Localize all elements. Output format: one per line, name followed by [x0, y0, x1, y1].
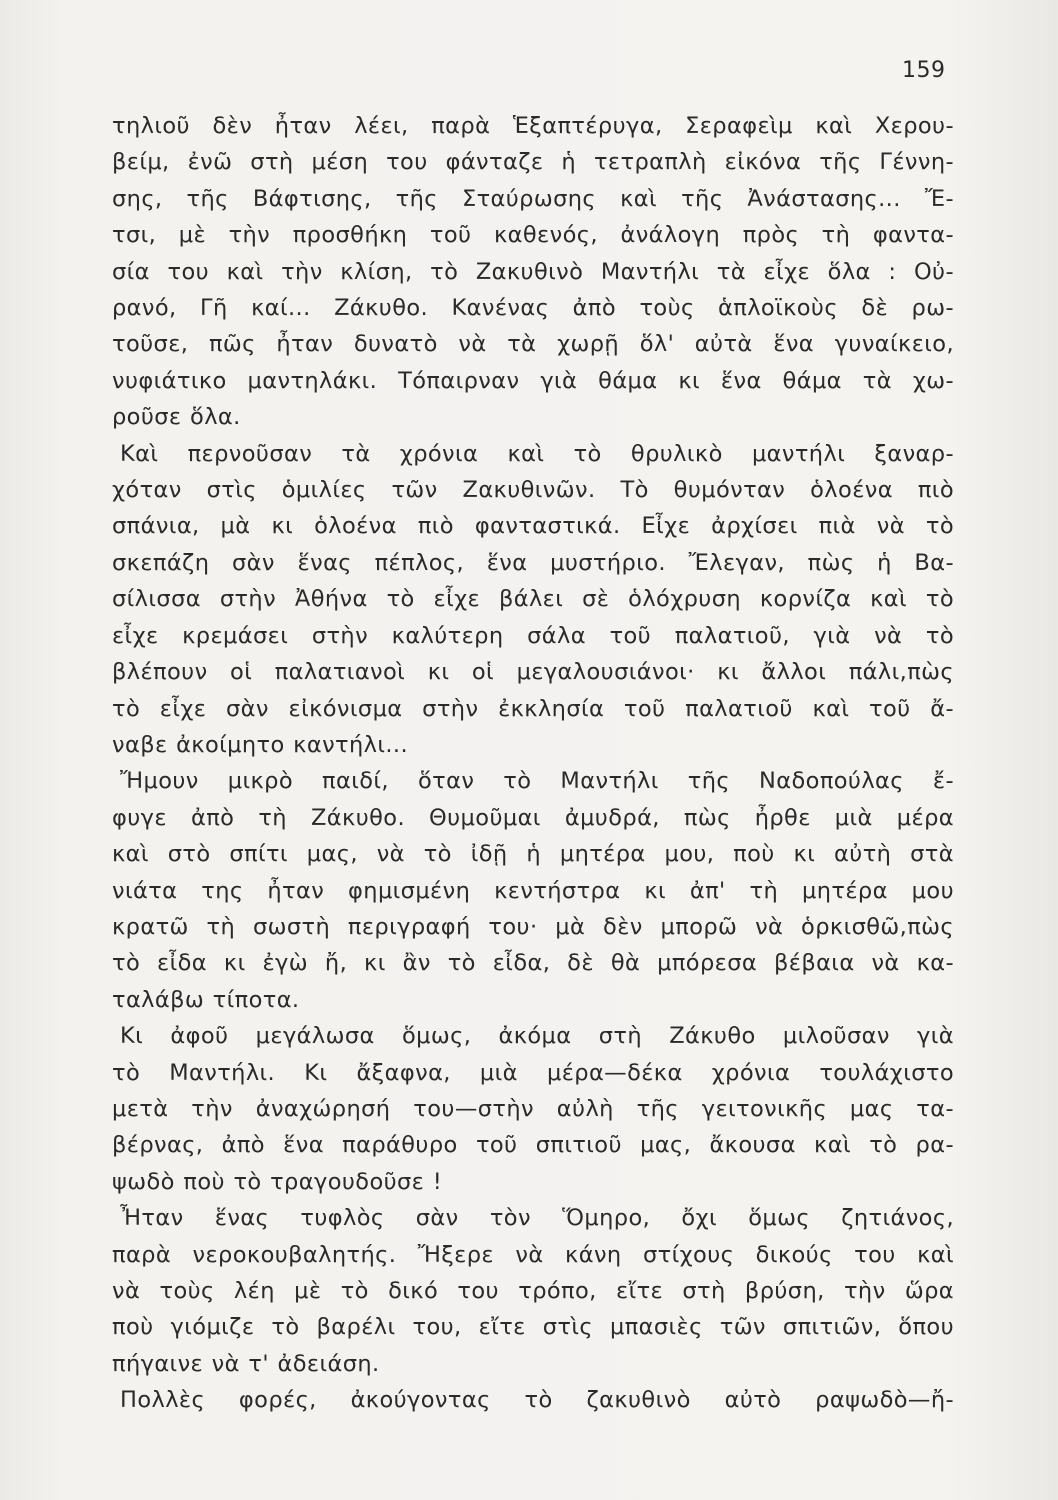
- text-line: τσι, μὲ τὴν προσθήκη τοῦ καθενός, ἀνάλογη πρὸς τὴ φαντα-: [112, 222, 954, 249]
- text-line: χόταν στὶς ὁμιλίες τῶν Ζακυθινῶν. Τὸ θυμόνταν ὁλοένα πιὸ: [112, 477, 954, 504]
- text-line: Ἤμουν μικρὸ παιδί, ὅταν τὸ Μαντήλι τῆς Ναδοπούλας ἔ-: [120, 768, 954, 795]
- text-line: σία του καὶ τὴν κλίση, τὸ Ζακυθινὸ Μαντήλι τὰ εἶχε ὅλα : Οὐ-: [112, 258, 954, 285]
- text-line: Πολλὲς φορές, ἀκούγοντας τὸ ζακυθινὸ αὐτὸ ραψωδὸ—ἤ-: [120, 1387, 954, 1414]
- text-line: ψωδὸ ποὺ τὸ τραγουδοῦσε !: [112, 1168, 443, 1195]
- text-line: σπάνια, μὰ κι ὁλοένα πιὸ φανταστικά. Εἶχε ἀρχίσει πιὰ νὰ τὸ: [112, 513, 954, 540]
- body-text: [112, 108, 954, 1419]
- text-line: ναβε ἀκοίμητο καντήλι...: [112, 731, 409, 758]
- text-line: τὸ Μαντήλι. Κι ἄξαφνα, μιὰ μέρα—δέκα χρόνια τουλάχιστο: [112, 1059, 954, 1086]
- text-line: βείμ, ἐνῶ στὴ μέση του φάνταζε ἡ τετραπλὴ εἰκόνα τῆς Γέννη-: [112, 149, 954, 176]
- text-line: σκεπάζη σὰν ἕνας πέπλος, ἕνα μυστήριο. Ἔλεγαν, πὼς ἡ Βα-: [112, 549, 954, 576]
- text-line: τηλιοῦ δὲν ἦταν λέει, παρὰ Ἑξαπτέρυγα, Σεραφεὶμ καὶ Χερου-: [112, 113, 954, 139]
- text-line: καὶ στὸ σπίτι μας, νὰ τὸ ἰδῇ ἡ μητέρα μου, ποὺ κι αὐτὴ στὰ: [112, 841, 954, 868]
- text-line: τοῦσε, πῶς ἦταν δυνατὸ νὰ τὰ χωρῇ ὅλ' αὐτὰ ἕνα γυναίκειο,: [112, 331, 954, 358]
- page-number: 159: [902, 58, 946, 83]
- text-line: παρὰ νεροκουβαλητής. Ἤξερε νὰ κάνη στίχους δικούς του καὶ: [112, 1241, 954, 1268]
- text-line: κρατῶ τὴ σωστὴ περιγραφή του· μὰ δὲν μπορῶ νὰ ὁρκισθῶ,πὼς: [112, 913, 954, 940]
- text-line: φυγε ἀπὸ τὴ Ζάκυθο. Θυμοῦμαι ἀμυδρά, πὼς ἦρθε μιὰ μέρα: [112, 804, 954, 831]
- text-line: νυφιάτικο μαντηλάκι. Τόπαιρναν γιὰ θάμα κι ἕνα θάμα τὰ χω-: [112, 367, 954, 394]
- text-line: ροῦσε ὅλα.: [112, 404, 241, 431]
- text-line: ποὺ γιόμιζε τὸ βαρέλι του, εἴτε στὶς μπασιὲς τῶν σπιτιῶν, ὅπου: [112, 1314, 954, 1341]
- text-line: σίλισσα στὴν Ἀθήνα τὸ εἶχε βάλει σὲ ὁλόχρυση κορνίζα καὶ τὸ: [112, 586, 954, 613]
- text-line: βλέπουν οἱ παλατιανοὶ κι οἱ μεγαλουσιάνοι· κι ἄλλοι πάλι,πὼς: [112, 659, 954, 686]
- text-line: ταλάβω τίποτα.: [112, 986, 300, 1013]
- text-line: Κι ἀφοῦ μεγάλωσα ὅμως, ἀκόμα στὴ Ζάκυθο μιλοῦσαν γιὰ: [120, 1023, 954, 1050]
- text-line: Καὶ περνοῦσαν τὰ χρόνια καὶ τὸ θρυλικὸ μαντήλι ξαναρ-: [120, 440, 954, 467]
- text-line: Ἦταν ἕνας τυφλὸς σὰν τὸν Ὅμηρο, ὄχι ὅμως ζητιάνος,: [120, 1205, 954, 1232]
- text-line: βέρνας, ἀπὸ ἕνα παράθυρο τοῦ σπιτιοῦ μας, ἄκουσα καὶ τὸ ρα-: [112, 1132, 954, 1159]
- text-line: τὸ εἶχε σὰν εἰκόνισμα στὴν ἐκκλησία τοῦ παλατιοῦ καὶ τοῦ ἄ-: [112, 695, 954, 722]
- text-line: σης, τῆς Βάφτισης, τῆς Σταύρωσης καὶ τῆς Ἀνάστασης... Ἔ-: [112, 185, 954, 212]
- text-line: ρανό, Γῆ καί... Ζάκυθο. Κανένας ἀπὸ τοὺς ἁπλοϊκοὺς δὲ ρω-: [112, 295, 954, 322]
- text-line: εἶχε κρεμάσει στὴν καλύτερη σάλα τοῦ παλατιοῦ, γιὰ νὰ τὸ: [112, 622, 954, 649]
- text-line: νιάτα της ἦταν φημισμένη κεντήστρα κι ἀπ' τὴ μητέρα μου: [112, 877, 954, 904]
- text-line: πήγαινε νὰ τ' ἀδειάση.: [112, 1350, 380, 1377]
- text-line: τὸ εἶδα κι ἐγὼ ἤ, κι ἂν τὸ εἶδα, δὲ θὰ μπόρεσα βέβαια νὰ κα-: [112, 950, 954, 977]
- text-line: νὰ τοὺς λέη μὲ τὸ δικό του τρόπο, εἴτε στὴ βρύση, τὴν ὥρα: [112, 1278, 954, 1304]
- text-line: μετὰ τὴν ἀναχώρησή του—στὴν αὐλὴ τῆς γειτονικῆς μας τα-: [112, 1095, 954, 1122]
